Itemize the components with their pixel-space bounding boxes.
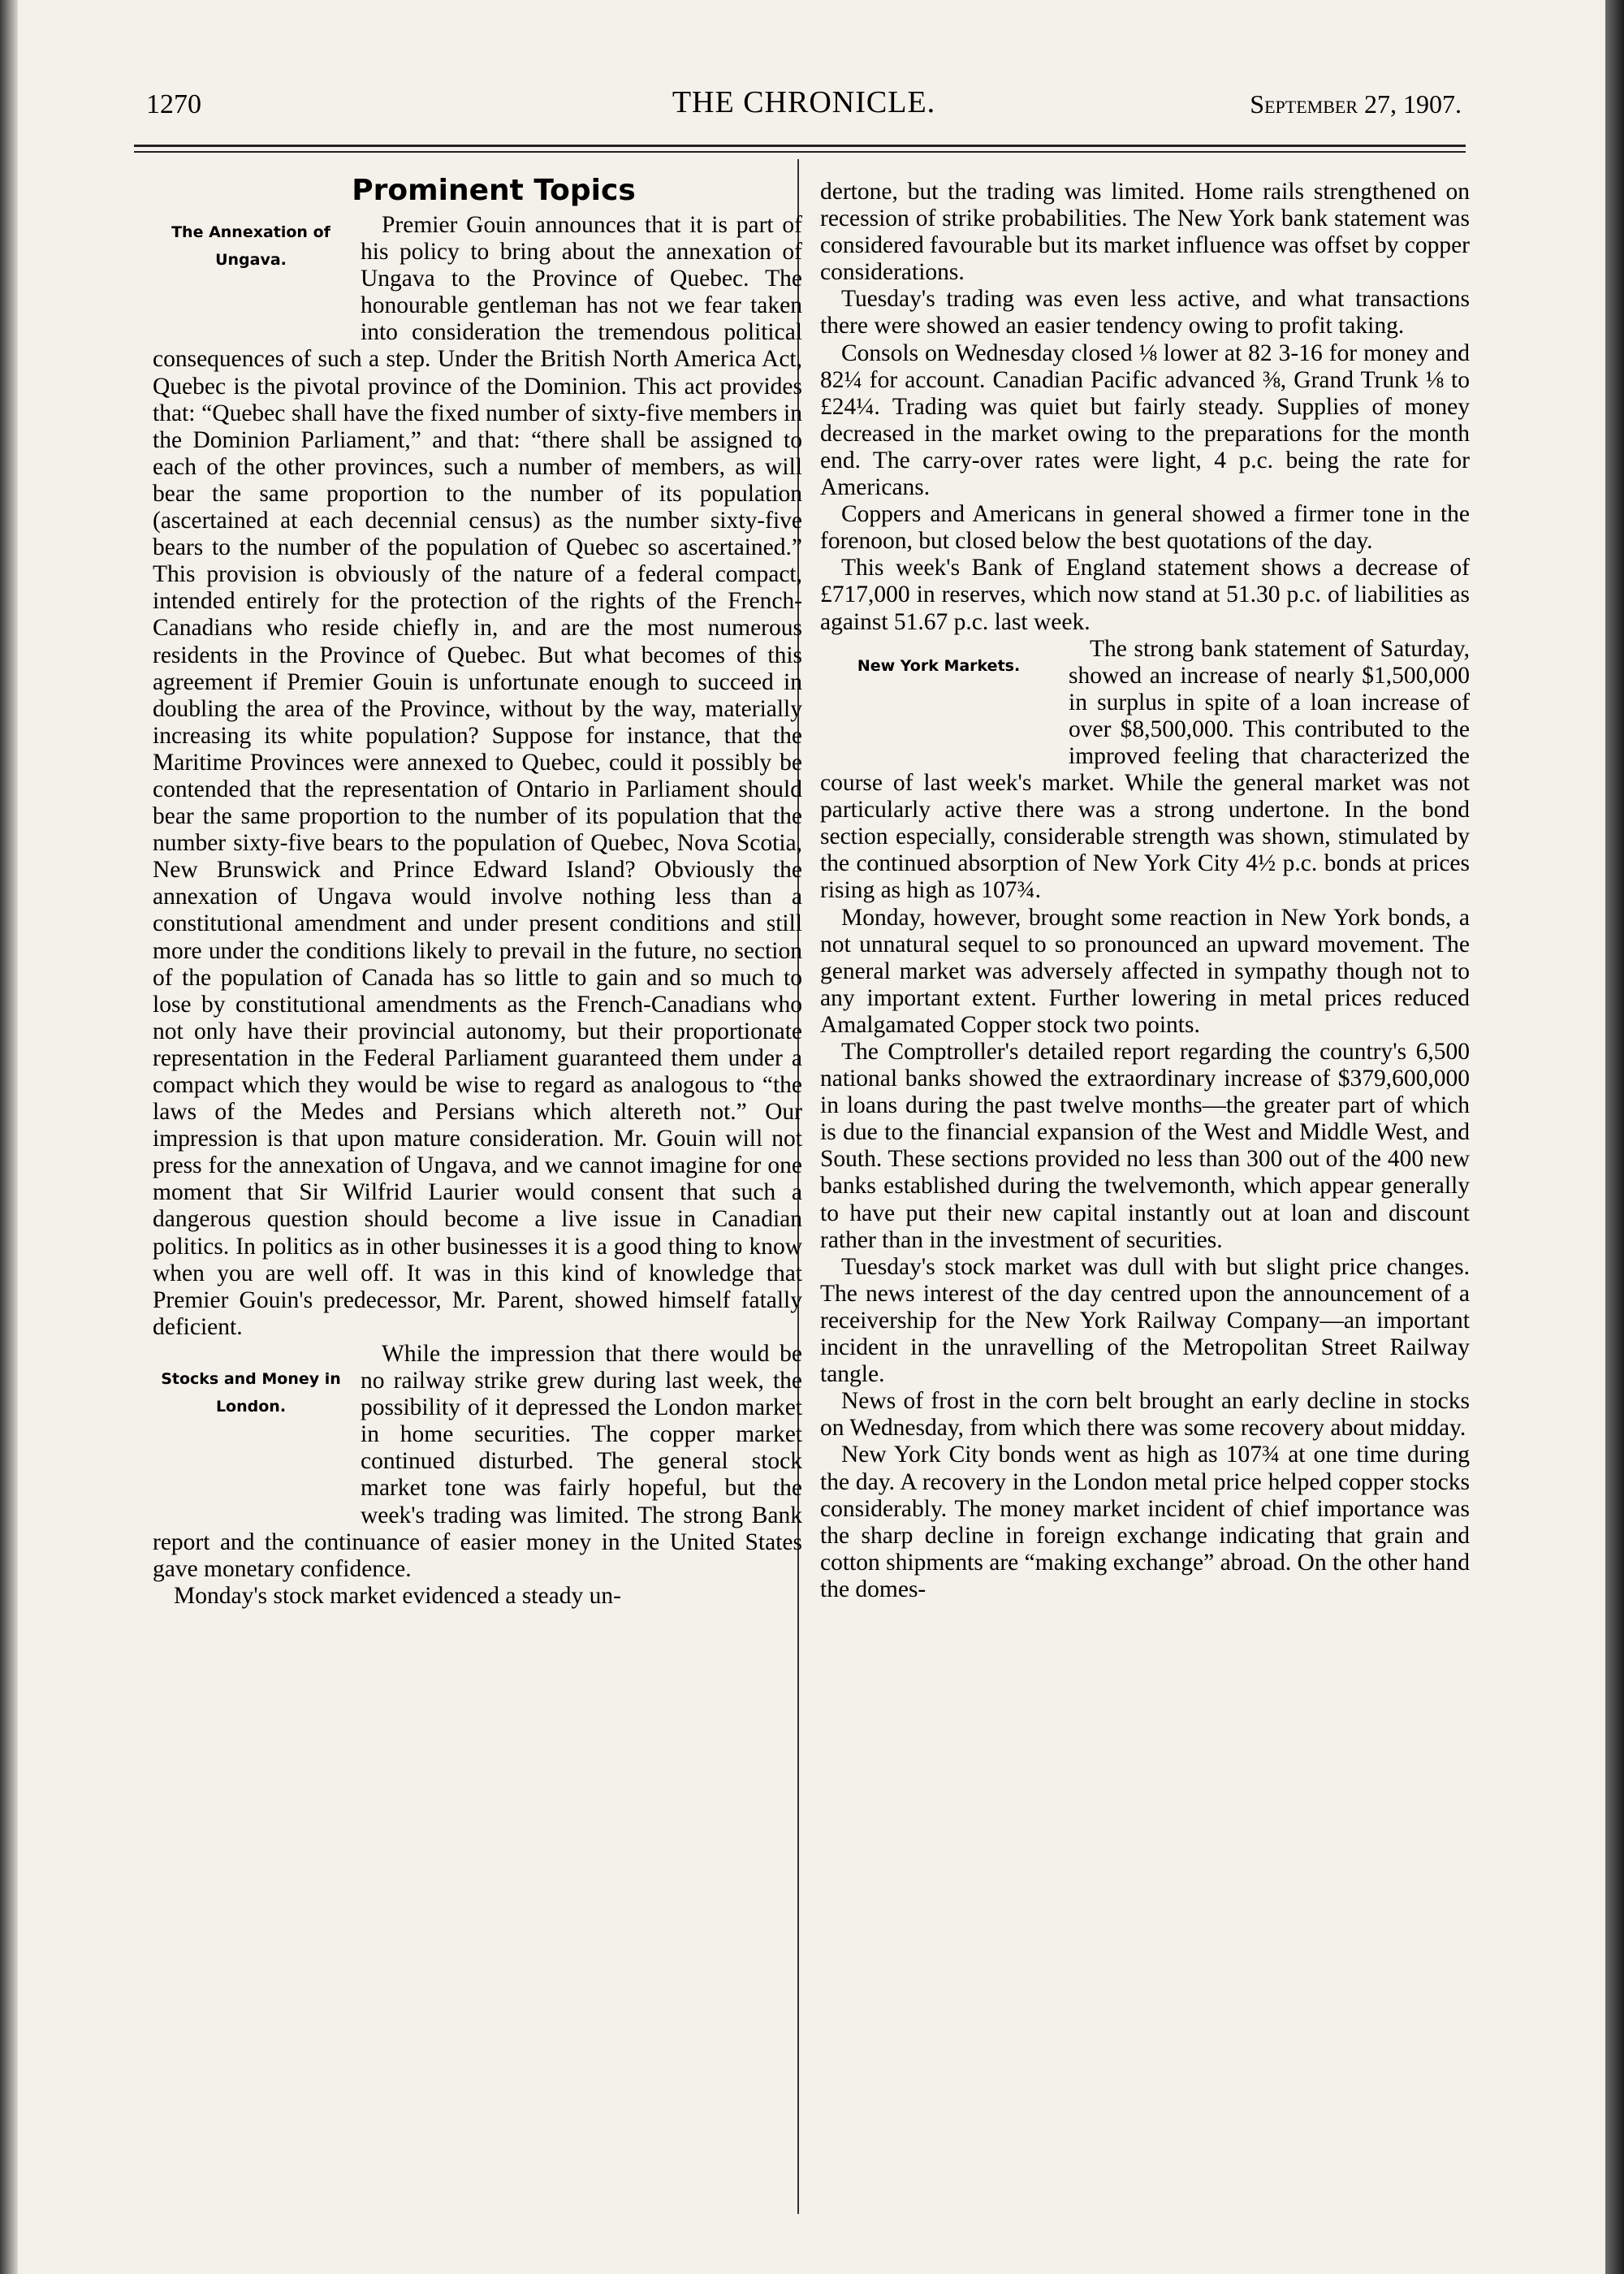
article-paragraph: News of frost in the corn belt brought an early decline in stocks on Wednesday, from which there was some recovery about midday. <box>820 1388 1470 1442</box>
publication-title: THE CHRONICLE. <box>672 85 936 119</box>
article-paragraph: Premier Gouin announces that it is part of his policy to bring about the annexation of Ungava to the Province of Quebec. The honourable gentleman has not we fear taken into consideration the tremendous political consequences of such a step. Under the British North America Act, Quebec is the pivotal province of the Dominion. This act provides that: “Quebec shall have the fixed number of sixty-five members in the Dominion Parliament,” and that: “there shall be assigned to each of the other provinces, such a number of members, as will bear the same proportion to the number of its population (ascertained at each decennial census) as the number sixty-five bears to the number of the population of Quebec so ascertained.” This provision is obviously of the nature of a federal compact, intended entirely for the protection of the rights of the French-Canadians who reside chiefly in, and are the most numerous residents in the Province of Quebec. But what becomes of this agreement if Premier Gouin is unfortunate enough to succeed in doubling the area of the Province, without by the way, materially increasing its white population? Suppose for instance, that the Maritime Provinces were annexed to Quebec, could it possibly be contended that the representation of Ontario in Parliament should bear the same proportion to the number of its population that the number sixty-five bears to the population of Quebec, Nova Scotia, New Brunswick and Prince Edward Island? Obviously the annexation of Ungava would involve nothing less than a constitutional amendment and under present conditions and still more under the conditions likely to prevail in the future, no section of the population of Canada has so little to gain and so much to lose by constitutional amendments as the French-Canadians who not only have their provincial autonomy, but their proportionate representation in the Federal Parliament guaranteed them under a compact which they would be wise to regard as analogous to “the laws of the Medes and Persians which altereth not.” Our impression is that upon mature consideration. Mr. Gouin will not press for the annexation of Ungava, and we cannot imagine for one moment that Sir Wilfrid Laurier would consent that such a dangerous question should become a live issue in Canadian politics. In politics as in other businesses it is a good thing to know when you are well off. It was in this kind of knowledge that Premier Gouin's predecessor, Mr. Parent, showed himself fatally deficient. <box>153 212 802 1340</box>
article-paragraph: Coppers and Americans in general showed a firmer tone in the forenoon, but closed below the best quotations of the day. <box>820 501 1470 555</box>
article-paragraph: Tuesday's trading was even less active, and what transactions there were showed an easier tendency owing to profit taking. <box>820 286 1470 339</box>
sidehead-annexation-ungava: The Annexation of Ungava. <box>171 223 330 269</box>
article-paragraph: Monday's stock market evidenced a steady un- <box>174 1582 621 1609</box>
article-paragraph: The Comptroller's detailed report regarding the country's 6,500 national banks showed the extraordinary increase of $379,600,000 in loans during the past twelve months—the greater part of which is due to the financial expansion of the West and Middle West, and South. These sections provided no less than 300 out of the 400 new banks established during the twelvemonth, which appear generally to have put their new capital instantly out at loan and discount rather than in the investment of securities. <box>820 1039 1470 1253</box>
binding-edge <box>0 0 18 2274</box>
left-column <box>153 175 802 1610</box>
article-paragraph: This week's Bank of England statement shows a decrease of £717,000 in reserves, which now stand at 51.30 p.c. of liabilities as against 51.67 p.c. last week. <box>820 555 1470 635</box>
page-number: 1270 <box>146 89 201 119</box>
article-paragraph: Monday, however, brought some reaction in New York bonds, a not unnatural sequel to so pronounced an upward movement. The general market was adversely affected in sympathy though not to any important extent. Further lowering in metal prices reduced Amalgamated Copper stock two points. <box>820 904 1470 1038</box>
article-paragraph: While the impression that there would be no railway strike grew during last week, the possibility of it depressed the London market in home securities. The copper market continued disturbed. The general stock market tone was fairly hopeful, but the week's trading was limited. The strong Bank report and the continuance of easier money in the United States gave monetary confidence. <box>153 1340 802 1582</box>
article-paragraph: Consols on Wednesday closed ⅛ lower at 82 3-16 for money and 82¼ for account. Canadian Pacific advanced ⅜, Grand Trunk ⅛ to £24¼. Trading was quiet but fairly steady. Supplies of money decreased in the market owing to the preparations for the month end. The carry-over rates were light, 4 p.c. being the rate for Americans. <box>820 339 1470 501</box>
right-column <box>820 179 1470 1603</box>
article-paragraph: dertone, but the trading was limited. Home rails strengthened on recession of strike probabilities. The New York bank statement was considered favourable but its market influence was offset by copper considerations. <box>820 179 1470 286</box>
header-rule-thin <box>134 151 1466 153</box>
article-paragraph: The strong bank statement of Saturday, showed an increase of nearly $1,500,000 in surplus in spite of a loan increase of over $8,500,000. This contributed to the improved feeling that characterized the course of last week's market. While the general market was not particularly active there was a strong undertone. In the bond section especially, considerable strength was shown, stimulated by the continued absorption of New York City 4½ p.c. bonds at prices rising as high as 107¾. <box>820 635 1470 904</box>
section-heading: Prominent Topics <box>352 174 636 207</box>
article-paragraph: Tuesday's stock market was dull with but slight price changes. The news interest of the day centred upon the announcement of a receivership for the New York Railway Company—an important incident in the unravelling of the Metropolitan Street Railway tangle. <box>820 1253 1470 1388</box>
issue-date: September 27, 1907. <box>1250 89 1462 119</box>
header-rule-thick <box>134 145 1466 147</box>
article-paragraph: New York City bonds went as high as 107¾ at one time during the day. A recovery in the London metal price helped copper stocks considerably. The money market incident of chief importance was the sharp decline in foreign exchange indicating that grain and cotton shipments are “making exchange” abroad. On the other hand the domes- <box>820 1442 1470 1602</box>
sidehead-new-york-markets: New York Markets. <box>857 656 1021 675</box>
page-edge-shadow <box>1605 0 1624 2274</box>
sidehead-stocks-money-london: Stocks and Money in London. <box>161 1369 341 1416</box>
running-header <box>146 84 1462 133</box>
